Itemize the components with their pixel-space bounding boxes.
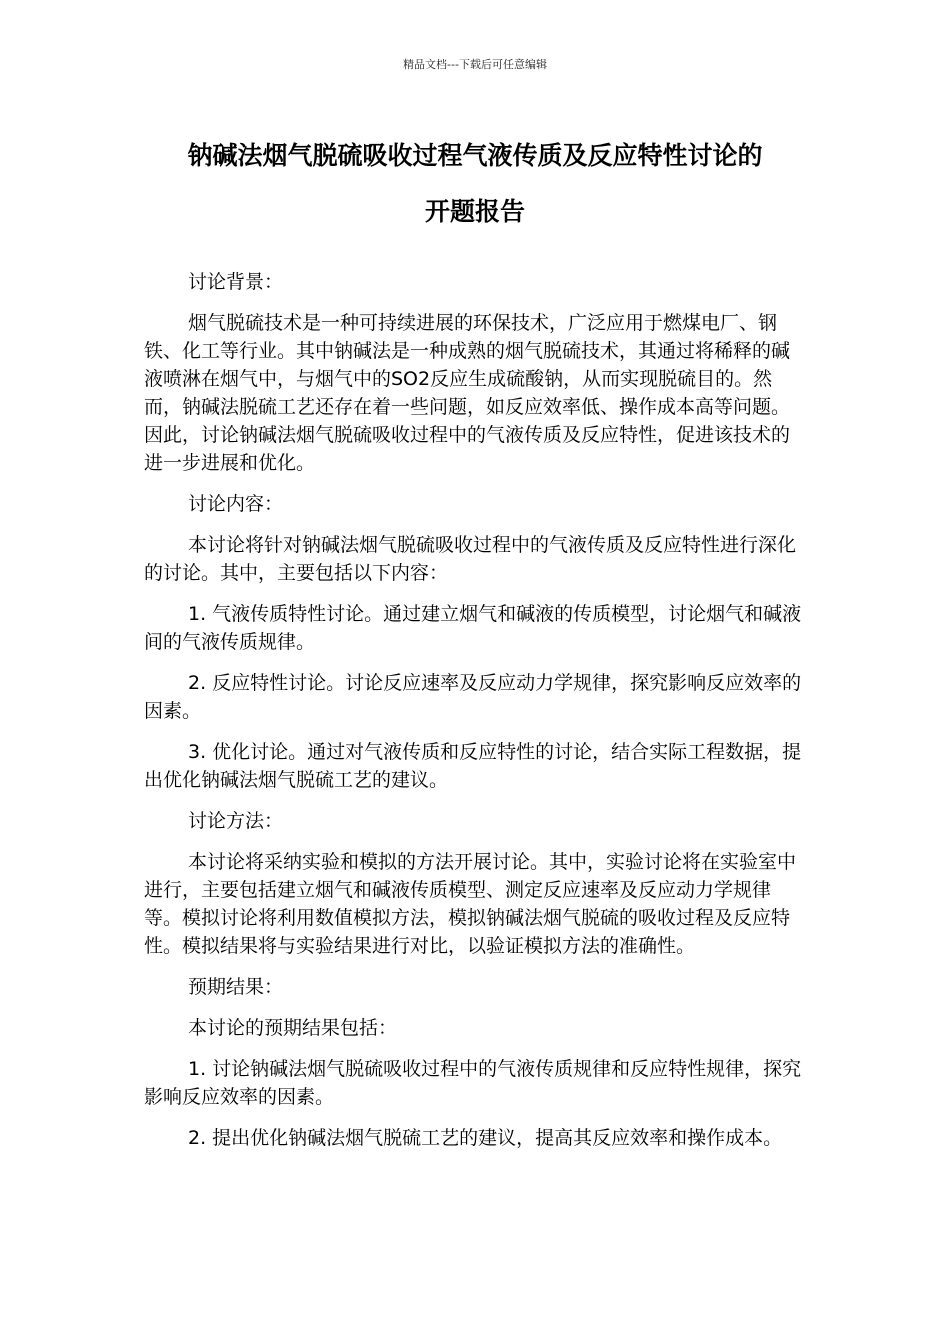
content-item-1: 1. 气液传质特性讨论。通过建立烟气和碱液的传质模型，讨论烟气和碱液间的气液传质规律。 (144, 603, 802, 653)
expected-item-2: 2. 提出优化钠碱法烟气脱硫工艺的建议，提高其反应效率和操作成本。 (188, 1127, 783, 1149)
section-heading-background: 讨论背景： (188, 271, 284, 293)
content-item-3: 3. 优化讨论。通过对气液传质和反应特性的讨论，结合实际工程数据，提出优化钠碱法烟气脱硫工艺的建议。 (144, 741, 802, 791)
document-body (144, 268, 806, 1165)
method-paragraph: 本讨论将采纳实验和模拟的方法开展讨论。其中，实验讨论将在实验室中进行，主要包括建立烟气和碱液传质模型、测定反应速率及反应动力学规律等。模拟讨论将利用数值模拟方法，模拟钠碱法烟气脱硫的吸收过程及反应特性。模拟结果将与实验结果进行对比，以验证模拟方法的准确性。 (144, 851, 797, 957)
section-heading-method: 讨论方法： (188, 810, 284, 832)
document-title (130, 128, 820, 240)
section-heading-expected: 预期结果： (188, 976, 284, 998)
title-line-2: 开题报告 (424, 197, 525, 226)
content-item-2: 2. 反应特性讨论。讨论反应速率及反应动力学规律，探究影响反应效率的因素。 (144, 672, 802, 722)
section-heading-content: 讨论内容： (188, 493, 284, 515)
content-intro-paragraph: 本讨论将针对钠碱法烟气脱硫吸收过程中的气液传质及反应特性进行深化的讨论。其中，主要包括以下内容： (144, 534, 797, 584)
expected-item-1: 1. 讨论钠碱法烟气脱硫吸收过程中的气液传质规律和反应特性规律，探究影响反应效率的因素。 (144, 1058, 802, 1108)
background-paragraph: 烟气脱硫技术是一种可持续进展的环保技术，广泛应用于燃煤电厂、钢铁、化工等行业。其中钠碱法是一种成熟的烟气脱硫技术，其通过将稀释的碱液喷淋在烟气中，与烟气中的SO2反应生成硫酸钠，从而实现脱硫目的。然而，钠碱法脱硫工艺还存在着一些问题，如反应效率低、操作成本高等问题。因此，讨论钠碱法烟气脱硫吸收过程中的气液传质及反应特性，促进该技术的进一步进展和优化。 (144, 312, 791, 474)
expected-intro-paragraph: 本讨论的预期结果包括： (188, 1017, 398, 1039)
header-note: 精品文档---下载后可任意编辑 (403, 58, 547, 71)
title-line-1: 钠碱法烟气脱硫吸收过程气液传质及反应特性讨论的 (187, 141, 763, 170)
